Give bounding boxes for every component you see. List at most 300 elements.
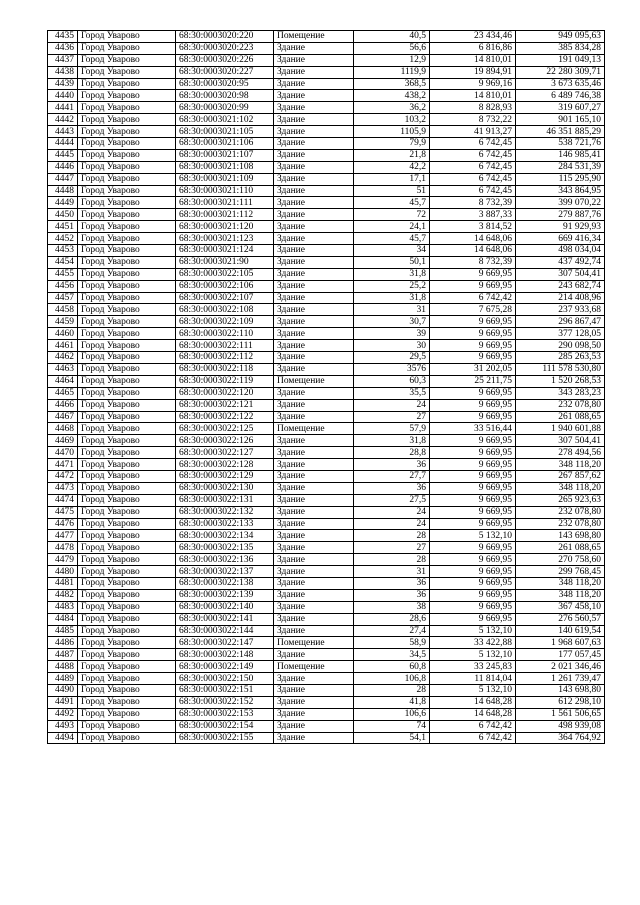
cell-area: 60,8	[354, 661, 430, 673]
cell-cadastral-number: 68:30:0003022:136	[176, 554, 274, 566]
cell-cadastral-value: 232 078,80	[516, 399, 605, 411]
cell-municipality: Город Уварово	[78, 66, 176, 78]
cell-cadastral-value: 612 298,10	[516, 696, 605, 708]
cell-municipality: Город Уварово	[78, 126, 176, 138]
cell-price-per-unit: 9 669,95	[430, 589, 516, 601]
table-row	[48, 494, 605, 506]
cell-area: 1119,9	[354, 66, 430, 78]
cell-cadastral-number: 68:30:0003022:121	[176, 399, 274, 411]
cell-object-type: Здание	[274, 268, 354, 280]
cell-row-number: 4492	[48, 708, 78, 720]
cell-municipality: Город Уварово	[78, 577, 176, 589]
cell-area: 35,5	[354, 387, 430, 399]
cell-object-type: Здание	[274, 90, 354, 102]
cell-municipality: Город Уварово	[78, 411, 176, 423]
cell-row-number: 4478	[48, 542, 78, 554]
cell-object-type: Здание	[274, 387, 354, 399]
cell-area: 21,8	[354, 149, 430, 161]
cell-price-per-unit: 3 887,33	[430, 209, 516, 221]
cell-row-number: 4439	[48, 78, 78, 90]
cell-cadastral-value: 265 923,63	[516, 494, 605, 506]
cell-cadastral-value: 243 682,74	[516, 280, 605, 292]
table-row	[48, 245, 605, 257]
table-row	[48, 54, 605, 66]
cell-row-number: 4446	[48, 161, 78, 173]
cell-price-per-unit: 14 648,06	[430, 245, 516, 257]
table-row	[48, 268, 605, 280]
cell-object-type: Здание	[274, 411, 354, 423]
cell-cadastral-value: 1 561 506,65	[516, 708, 605, 720]
cell-municipality: Город Уварово	[78, 708, 176, 720]
cell-object-type: Здание	[274, 625, 354, 637]
cell-price-per-unit: 6 742,45	[430, 185, 516, 197]
cell-cadastral-number: 68:30:0003022:132	[176, 506, 274, 518]
table-row	[48, 126, 605, 138]
table-row	[48, 601, 605, 613]
cell-cadastral-number: 68:30:0003021:124	[176, 245, 274, 257]
cell-object-type: Здание	[274, 589, 354, 601]
cell-municipality: Город Уварово	[78, 625, 176, 637]
table-row	[48, 506, 605, 518]
cell-object-type: Здание	[274, 649, 354, 661]
cell-cadastral-number: 68:30:0003022:127	[176, 447, 274, 459]
cell-price-per-unit: 14 648,28	[430, 708, 516, 720]
table-row	[48, 387, 605, 399]
cell-municipality: Город Уварово	[78, 268, 176, 280]
cell-area: 30	[354, 340, 430, 352]
cell-price-per-unit: 9 669,95	[430, 411, 516, 423]
table-row	[48, 316, 605, 328]
cell-cadastral-number: 68:30:0003022:141	[176, 613, 274, 625]
cell-cadastral-value: 437 492,74	[516, 256, 605, 268]
cell-municipality: Город Уварово	[78, 221, 176, 233]
cell-row-number: 4468	[48, 423, 78, 435]
cell-object-type: Здание	[274, 601, 354, 613]
cell-object-type: Помещение	[274, 423, 354, 435]
cell-cadastral-number: 68:30:0003022:106	[176, 280, 274, 292]
cell-object-type: Здание	[274, 292, 354, 304]
table-row	[48, 542, 605, 554]
cell-cadastral-number: 68:30:0003021:120	[176, 221, 274, 233]
cell-municipality: Город Уварово	[78, 566, 176, 578]
cell-cadastral-value: 279 887,76	[516, 209, 605, 221]
cell-cadastral-value: 115 295,90	[516, 173, 605, 185]
cell-cadastral-value: 214 408,96	[516, 292, 605, 304]
cell-row-number: 4441	[48, 102, 78, 114]
cell-price-per-unit: 14 810,01	[430, 90, 516, 102]
cell-price-per-unit: 5 132,10	[430, 530, 516, 542]
cell-cadastral-number: 68:30:0003021:108	[176, 161, 274, 173]
cell-cadastral-number: 68:30:0003021:109	[176, 173, 274, 185]
cell-row-number: 4440	[48, 90, 78, 102]
cell-price-per-unit: 33 422,88	[430, 637, 516, 649]
cell-cadastral-value: 669 416,34	[516, 233, 605, 245]
cell-cadastral-number: 68:30:0003022:118	[176, 363, 274, 375]
cell-municipality: Город Уварово	[78, 340, 176, 352]
cell-object-type: Здание	[274, 221, 354, 233]
cell-object-type: Здание	[274, 518, 354, 530]
cell-area: 106,6	[354, 708, 430, 720]
cell-cadastral-number: 68:30:0003021:105	[176, 126, 274, 138]
cell-cadastral-value: 364 764,92	[516, 732, 605, 744]
cell-row-number: 4476	[48, 518, 78, 530]
cell-municipality: Город Уварово	[78, 256, 176, 268]
cell-cadastral-value: 1 968 607,63	[516, 637, 605, 649]
cell-cadastral-value: 498 939,08	[516, 720, 605, 732]
cell-cadastral-value: 261 088,65	[516, 411, 605, 423]
cell-municipality: Город Уварово	[78, 720, 176, 732]
cell-municipality: Город Уварово	[78, 637, 176, 649]
cell-object-type: Здание	[274, 684, 354, 696]
cell-price-per-unit: 9 669,95	[430, 482, 516, 494]
cell-area: 28,6	[354, 613, 430, 625]
cell-area: 31	[354, 304, 430, 316]
cell-object-type: Здание	[274, 173, 354, 185]
cell-object-type: Здание	[274, 494, 354, 506]
cell-municipality: Город Уварово	[78, 197, 176, 209]
cell-object-type: Здание	[274, 161, 354, 173]
cell-price-per-unit: 6 742,45	[430, 138, 516, 150]
cell-cadastral-value: 348 118,20	[516, 589, 605, 601]
cell-object-type: Здание	[274, 114, 354, 126]
cell-cadastral-value: 143 698,80	[516, 684, 605, 696]
cell-area: 34	[354, 245, 430, 257]
cell-municipality: Город Уварово	[78, 90, 176, 102]
cell-area: 38	[354, 601, 430, 613]
cell-cadastral-number: 68:30:0003022:137	[176, 566, 274, 578]
cell-price-per-unit: 6 816,86	[430, 42, 516, 54]
cell-cadastral-value: 377 128,05	[516, 328, 605, 340]
table-row	[48, 149, 605, 161]
cell-area: 28	[354, 554, 430, 566]
cell-cadastral-number: 68:30:0003021:102	[176, 114, 274, 126]
cell-cadastral-number: 68:30:0003020:223	[176, 42, 274, 54]
cell-row-number: 4442	[48, 114, 78, 126]
table-row	[48, 66, 605, 78]
cell-area: 27,4	[354, 625, 430, 637]
cell-row-number: 4448	[48, 185, 78, 197]
cell-object-type: Здание	[274, 554, 354, 566]
cell-cadastral-number: 68:30:0003022:119	[176, 375, 274, 387]
cell-row-number: 4484	[48, 613, 78, 625]
cell-municipality: Город Уварово	[78, 613, 176, 625]
cell-row-number: 4463	[48, 363, 78, 375]
cell-row-number: 4457	[48, 292, 78, 304]
cell-cadastral-number: 68:30:0003022:105	[176, 268, 274, 280]
cell-price-per-unit: 9 669,95	[430, 280, 516, 292]
cell-price-per-unit: 9 669,95	[430, 316, 516, 328]
cell-row-number: 4480	[48, 566, 78, 578]
table-row	[48, 625, 605, 637]
table-row	[48, 102, 605, 114]
cell-cadastral-value: 232 078,80	[516, 506, 605, 518]
cell-cadastral-number: 68:30:0003022:152	[176, 696, 274, 708]
cell-cadastral-number: 68:30:0003022:151	[176, 684, 274, 696]
cell-object-type: Здание	[274, 340, 354, 352]
cell-cadastral-value: 299 768,45	[516, 566, 605, 578]
cell-object-type: Здание	[274, 482, 354, 494]
cell-object-type: Здание	[274, 209, 354, 221]
cell-price-per-unit: 9 669,95	[430, 554, 516, 566]
cell-row-number: 4459	[48, 316, 78, 328]
cell-area: 25,2	[354, 280, 430, 292]
cell-cadastral-value: 91 929,93	[516, 221, 605, 233]
cell-municipality: Город Уварово	[78, 601, 176, 613]
cell-municipality: Город Уварово	[78, 149, 176, 161]
cell-municipality: Город Уварово	[78, 696, 176, 708]
cell-row-number: 4452	[48, 233, 78, 245]
cell-object-type: Помещение	[274, 31, 354, 43]
cell-area: 36	[354, 589, 430, 601]
cell-price-per-unit: 9 669,95	[430, 506, 516, 518]
cell-area: 31,8	[354, 292, 430, 304]
cell-object-type: Помещение	[274, 637, 354, 649]
cell-cadastral-value: 319 607,27	[516, 102, 605, 114]
table-row	[48, 363, 605, 375]
cell-row-number: 4483	[48, 601, 78, 613]
table-row	[48, 233, 605, 245]
cell-municipality: Город Уварово	[78, 42, 176, 54]
cell-area: 72	[354, 209, 430, 221]
cell-cadastral-number: 68:30:0003020:99	[176, 102, 274, 114]
cell-area: 24	[354, 518, 430, 530]
cell-price-per-unit: 9 669,95	[430, 268, 516, 280]
cell-municipality: Город Уварово	[78, 399, 176, 411]
table-row	[48, 435, 605, 447]
cell-price-per-unit: 5 132,10	[430, 684, 516, 696]
cell-area: 27,5	[354, 494, 430, 506]
cell-area: 31	[354, 566, 430, 578]
cell-municipality: Город Уварово	[78, 185, 176, 197]
cell-area: 39	[354, 328, 430, 340]
cell-row-number: 4479	[48, 554, 78, 566]
cell-price-per-unit: 11 814,04	[430, 673, 516, 685]
cell-area: 50,1	[354, 256, 430, 268]
cell-cadastral-number: 68:30:0003021:107	[176, 149, 274, 161]
cell-price-per-unit: 9 669,95	[430, 399, 516, 411]
table-row	[48, 720, 605, 732]
table-row	[48, 90, 605, 102]
cell-cadastral-value: 399 070,22	[516, 197, 605, 209]
cell-area: 34,5	[354, 649, 430, 661]
cell-cadastral-value: 177 057,45	[516, 649, 605, 661]
cell-cadastral-number: 68:30:0003022:149	[176, 661, 274, 673]
table-row	[48, 589, 605, 601]
table-row	[48, 280, 605, 292]
cell-price-per-unit: 9 669,95	[430, 577, 516, 589]
cell-municipality: Город Уварово	[78, 518, 176, 530]
table-row	[48, 708, 605, 720]
cell-cadastral-number: 68:30:0003022:125	[176, 423, 274, 435]
cell-cadastral-value: 1 520 268,53	[516, 375, 605, 387]
cell-area: 28	[354, 684, 430, 696]
cell-area: 1105,9	[354, 126, 430, 138]
cell-cadastral-number: 68:30:0003022:110	[176, 328, 274, 340]
cell-area: 45,7	[354, 197, 430, 209]
cell-cadastral-number: 68:30:0003022:135	[176, 542, 274, 554]
table-row	[48, 31, 605, 43]
cell-cadastral-number: 68:30:0003022:154	[176, 720, 274, 732]
cell-cadastral-value: 307 504,41	[516, 435, 605, 447]
cell-area: 24	[354, 506, 430, 518]
cell-cadastral-number: 68:30:0003022:155	[176, 732, 274, 744]
cell-municipality: Город Уварово	[78, 138, 176, 150]
cell-area: 45,7	[354, 233, 430, 245]
cell-price-per-unit: 9 669,95	[430, 601, 516, 613]
table-row	[48, 328, 605, 340]
cell-cadastral-value: 270 758,60	[516, 554, 605, 566]
cell-cadastral-number: 68:30:0003022:138	[176, 577, 274, 589]
cell-row-number: 4438	[48, 66, 78, 78]
cell-price-per-unit: 3 814,52	[430, 221, 516, 233]
cell-price-per-unit: 9 669,95	[430, 352, 516, 364]
cell-cadastral-value: 278 494,56	[516, 447, 605, 459]
cell-row-number: 4489	[48, 673, 78, 685]
table-row	[48, 161, 605, 173]
cell-row-number: 4494	[48, 732, 78, 744]
cell-area: 36	[354, 577, 430, 589]
cell-price-per-unit: 33 245,83	[430, 661, 516, 673]
cell-price-per-unit: 14 810,01	[430, 54, 516, 66]
cell-price-per-unit: 14 648,28	[430, 696, 516, 708]
table-row	[48, 518, 605, 530]
cell-object-type: Здание	[274, 149, 354, 161]
cell-price-per-unit: 8 732,22	[430, 114, 516, 126]
cell-area: 106,8	[354, 673, 430, 685]
cell-object-type: Здание	[274, 78, 354, 90]
cell-cadastral-value: 143 698,80	[516, 530, 605, 542]
cell-cadastral-number: 68:30:0003020:227	[176, 66, 274, 78]
cell-cadastral-value: 538 721,76	[516, 138, 605, 150]
cell-row-number: 4455	[48, 268, 78, 280]
table-row	[48, 304, 605, 316]
cell-cadastral-number: 68:30:0003021:111	[176, 197, 274, 209]
cell-row-number: 4466	[48, 399, 78, 411]
cell-cadastral-value: 2 021 346,46	[516, 661, 605, 673]
cell-municipality: Город Уварово	[78, 649, 176, 661]
table-row	[48, 684, 605, 696]
cell-object-type: Здание	[274, 673, 354, 685]
table-row	[48, 42, 605, 54]
cell-municipality: Город Уварово	[78, 459, 176, 471]
cell-municipality: Город Уварово	[78, 233, 176, 245]
cell-municipality: Город Уварово	[78, 447, 176, 459]
table-row	[48, 673, 605, 685]
table-row	[48, 447, 605, 459]
cell-object-type: Здание	[274, 66, 354, 78]
cell-row-number: 4491	[48, 696, 78, 708]
cell-price-per-unit: 25 211,75	[430, 375, 516, 387]
cell-municipality: Город Уварово	[78, 31, 176, 43]
cell-object-type: Здание	[274, 732, 354, 744]
cell-price-per-unit: 9 669,95	[430, 566, 516, 578]
cell-area: 36,2	[354, 102, 430, 114]
cell-area: 60,3	[354, 375, 430, 387]
cell-row-number: 4449	[48, 197, 78, 209]
cell-cadastral-value: 307 504,41	[516, 268, 605, 280]
cell-cadastral-value: 348 118,20	[516, 459, 605, 471]
cell-object-type: Здание	[274, 233, 354, 245]
cell-cadastral-number: 68:30:0003022:128	[176, 459, 274, 471]
table-row	[48, 78, 605, 90]
cell-cadastral-value: 267 857,62	[516, 470, 605, 482]
cell-cadastral-value: 284 531,39	[516, 161, 605, 173]
table-row	[48, 185, 605, 197]
cell-cadastral-value: 237 933,68	[516, 304, 605, 316]
cell-price-per-unit: 8 732,39	[430, 256, 516, 268]
cell-cadastral-number: 68:30:0003022:107	[176, 292, 274, 304]
table-row	[48, 482, 605, 494]
cell-area: 30,7	[354, 316, 430, 328]
cell-municipality: Город Уварово	[78, 470, 176, 482]
cell-municipality: Город Уварово	[78, 482, 176, 494]
table-row	[48, 554, 605, 566]
cell-municipality: Город Уварово	[78, 423, 176, 435]
cell-price-per-unit: 14 648,06	[430, 233, 516, 245]
table-row	[48, 530, 605, 542]
cell-cadastral-number: 68:30:0003022:150	[176, 673, 274, 685]
cell-cadastral-value: 6 489 746,38	[516, 90, 605, 102]
cell-cadastral-value: 285 263,53	[516, 352, 605, 364]
cell-municipality: Город Уварово	[78, 673, 176, 685]
cell-object-type: Здание	[274, 530, 354, 542]
cell-area: 27	[354, 411, 430, 423]
cell-cadastral-number: 68:30:0003022:111	[176, 340, 274, 352]
cell-row-number: 4471	[48, 459, 78, 471]
cell-cadastral-number: 68:30:0003022:148	[176, 649, 274, 661]
cell-area: 12,9	[354, 54, 430, 66]
cell-municipality: Город Уварово	[78, 363, 176, 375]
cell-cadastral-number: 68:30:0003022:112	[176, 352, 274, 364]
cell-municipality: Город Уварово	[78, 387, 176, 399]
cell-area: 36	[354, 459, 430, 471]
cell-area: 31,8	[354, 435, 430, 447]
cell-municipality: Город Уварово	[78, 589, 176, 601]
cell-cadastral-value: 348 118,20	[516, 577, 605, 589]
cell-area: 58,9	[354, 637, 430, 649]
cell-cadastral-value: 191 049,13	[516, 54, 605, 66]
cell-cadastral-value: 296 867,47	[516, 316, 605, 328]
cell-area: 41,8	[354, 696, 430, 708]
cell-cadastral-number: 68:30:0003020:95	[176, 78, 274, 90]
cell-cadastral-number: 68:30:0003022:109	[176, 316, 274, 328]
cell-cadastral-value: 343 864,95	[516, 185, 605, 197]
cell-cadastral-value: 901 165,10	[516, 114, 605, 126]
cell-row-number: 4443	[48, 126, 78, 138]
cell-area: 29,5	[354, 352, 430, 364]
cell-price-per-unit: 41 913,27	[430, 126, 516, 138]
cell-row-number: 4462	[48, 352, 78, 364]
cell-cadastral-number: 68:30:0003021:106	[176, 138, 274, 150]
table-row	[48, 423, 605, 435]
cell-area: 28	[354, 530, 430, 542]
cell-cadastral-value: 1 261 739,47	[516, 673, 605, 685]
cell-cadastral-number: 68:30:0003022:108	[176, 304, 274, 316]
cell-row-number: 4485	[48, 625, 78, 637]
cell-object-type: Здание	[274, 42, 354, 54]
table-row	[48, 292, 605, 304]
cell-price-per-unit: 9 669,95	[430, 328, 516, 340]
cell-object-type: Помещение	[274, 375, 354, 387]
cell-cadastral-number: 68:30:0003022:134	[176, 530, 274, 542]
cell-object-type: Здание	[274, 316, 354, 328]
cell-area: 28,8	[354, 447, 430, 459]
cell-price-per-unit: 7 675,28	[430, 304, 516, 316]
cell-row-number: 4461	[48, 340, 78, 352]
cell-object-type: Здание	[274, 102, 354, 114]
cell-object-type: Здание	[274, 352, 354, 364]
cell-municipality: Город Уварово	[78, 494, 176, 506]
